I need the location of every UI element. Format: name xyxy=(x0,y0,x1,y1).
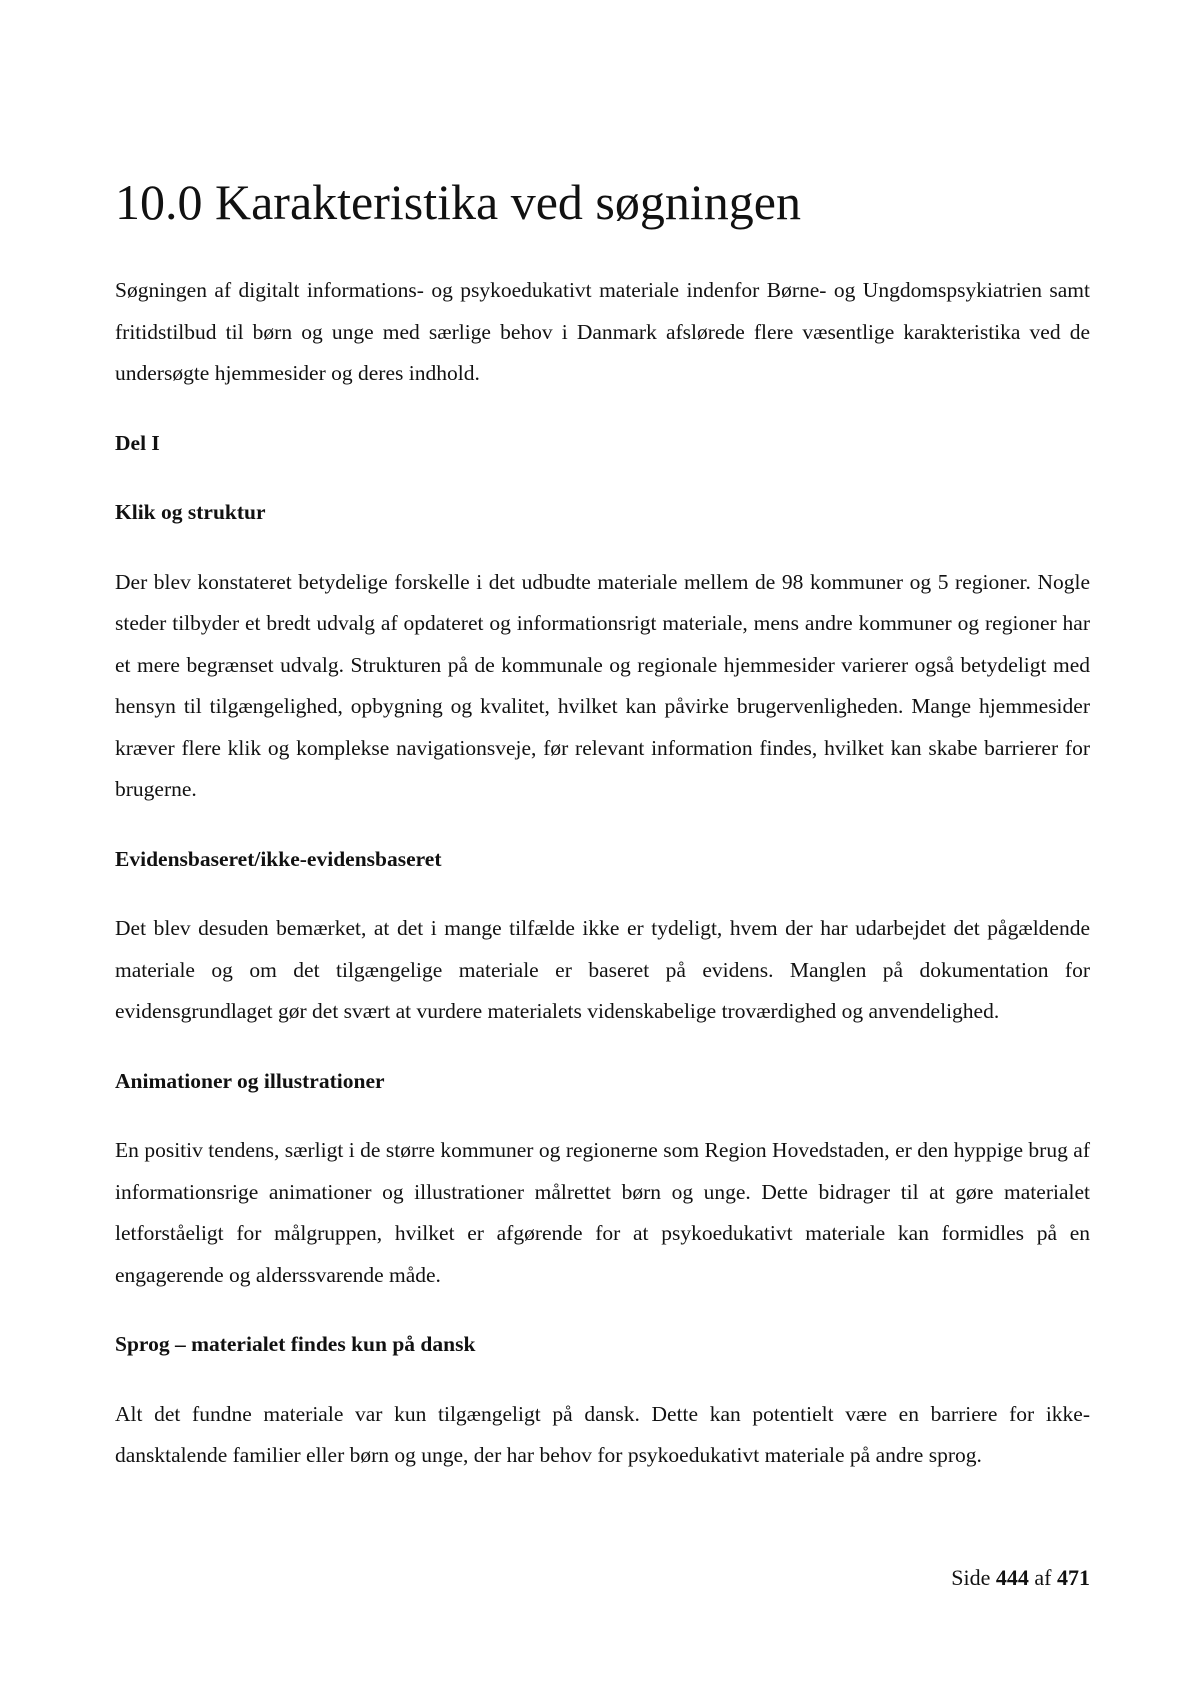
current-page-number: 444 xyxy=(995,1565,1029,1590)
section-heading-sprog: Sprog – materialet findes kun på dansk xyxy=(115,1332,476,1356)
section-paragraph-animationer: En positiv tendens, særligt i de større kommuner og regionerne som Region Hovedstaden, er den hyppige brug af informationsrige animationer og illustrationer målrettet børn og unge. Dette bidrager til at gøre materialet letforståeligt for målgruppen, hvilket er afgørende for at psykoedukativt materiale kan formidles på en engagerende og alderssvarende måde. xyxy=(115,1138,1090,1287)
total-pages-number: 471 xyxy=(1057,1565,1090,1590)
section-heading-animationer: Animationer og illustrationer xyxy=(115,1068,385,1093)
section-heading-klik: Klik og struktur xyxy=(115,500,266,524)
intro-paragraph: Søgningen af digitalt informations- og psykoedukativt materiale indenfor Børne- og Ungdomspsykiatrien samt fritidstilbud til børn og unge med særlige behov i Danmark afslørede flere væsentlige karakteristika ved de undersøgte hjemmesider og deres indhold. xyxy=(115,278,1090,385)
page-content xyxy=(115,170,1090,1505)
section-paragraph-evidens: Det blev desuden bemærket, at det i mange tilfælde ikke er tydeligt, hvem der har udarbejdet det pågældende materiale og om det tilgængelige materiale er baseret på evidens. Manglen på dokumentation for evidensgrundlaget gør det svært at vurdere materialets videnskabelige troværdighed og anvendelighed. xyxy=(115,916,1090,1023)
section-paragraph-sprog: Alt det fundne materiale var kun tilgængeligt på dansk. Dette kan potentielt være en barriere for ikke-dansktalende familier eller børn og unge, der har behov for psykoedukativt materiale på andre sprog. xyxy=(115,1401,1090,1467)
section-heading-evidens: Evidensbaseret/ikke-evidensbaseret xyxy=(115,846,442,871)
part-heading: Del I xyxy=(115,430,160,455)
footer-prefix: Side xyxy=(951,1565,991,1590)
footer-separator: af xyxy=(1034,1565,1052,1590)
section-paragraph-klik: Der blev konstateret betydelige forskelle i det udbudte materiale mellem de 98 kommuner og 5 regioner. Nogle steder tilbyder et bredt udvalg af opdateret og informationsrigt materiale, mens andre kommuner og regioner har et mere begrænset udvalg. Strukturen på de kommunale og regionale hjemmesider varierer også betydeligt med hensyn til tilgængelighed, opbygning og kvalitet, hvilket kan påvirke brugervenligheden. Mange hjemmesider kræver flere klik og komplekse navigationsveje, før relevant information findes, hvilket kan skabe barrierer for brugerne. xyxy=(115,569,1090,801)
page-title: 10.0 Karakteristika ved søgningen xyxy=(115,174,801,230)
page-number-footer xyxy=(951,1563,1090,1593)
